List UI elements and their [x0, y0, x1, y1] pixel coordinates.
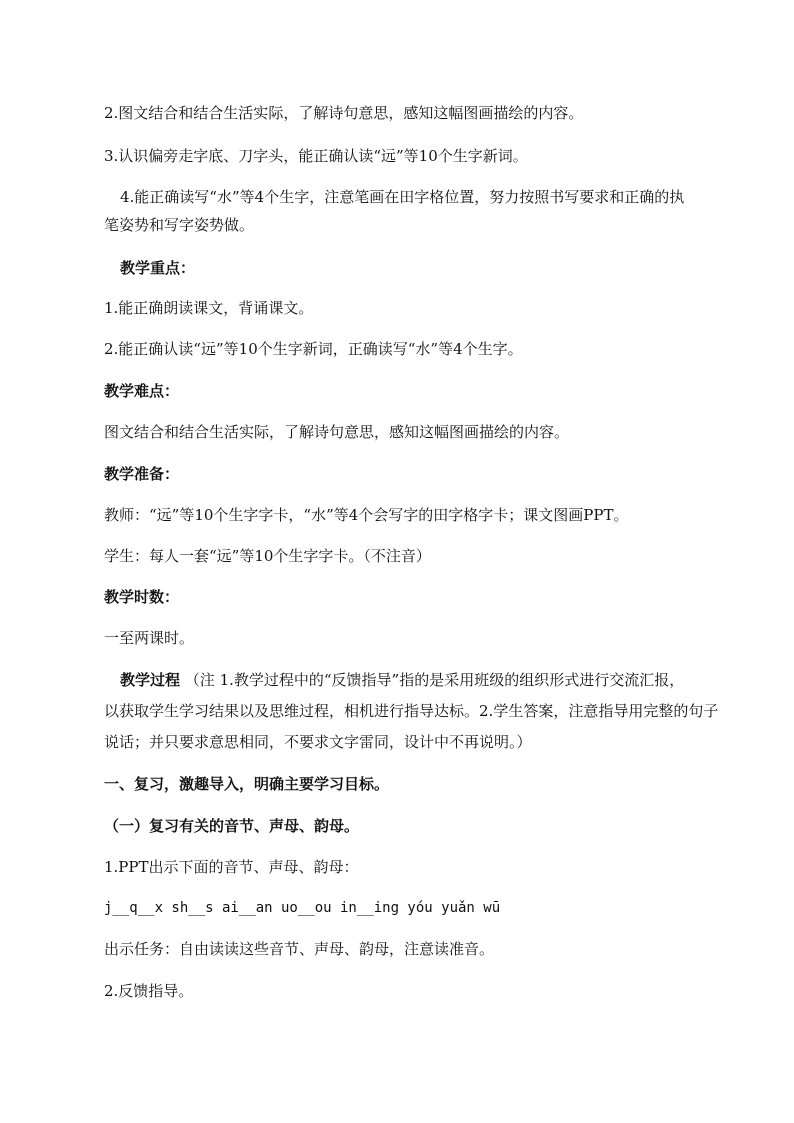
process-note-line3: 说话；并只要求意思相同，不要求文字雷同，设计中不再说明。）	[104, 733, 532, 751]
hours-heading: 教学时数：	[104, 588, 180, 606]
preparation-teacher: 教师：“远”等10个生字字卡，“水”等4个会写字的田字格字卡；课文图画PPT。	[104, 506, 629, 524]
key-point-2: 2.能正确认读“远”等10个生字新词，正确读写“水”等4个生字。	[104, 340, 523, 358]
process-note-line2: 以获取学生学习结果以及思维过程，相机进行指导达标。2.学生答案，注意指导用完整的句子	[104, 702, 719, 720]
process-heading: 教学过程	[120, 671, 181, 689]
section1-heading: 一、复习，激趣导入，明确主要学习目标。	[104, 775, 390, 793]
objective-2: 2.图文结合和结合生活实际，了解诗句意思，感知这幅图画描绘的内容。	[104, 104, 584, 122]
section1-task: 出示任务：自由读读这些音节、声母、韵母，注意读准音。	[104, 940, 495, 958]
preparation-student: 学生：每人一套“远”等10个生字字卡。（不注音）	[104, 547, 431, 565]
preparation-heading: 教学准备：	[104, 465, 180, 483]
objective-4-line2: 笔姿势和写字姿势做。	[104, 216, 255, 234]
section1-step2: 2.反馈指导。	[104, 982, 194, 1000]
section1-step1: 1.PPT出示下面的音节、声母、韵母：	[104, 858, 359, 876]
hours-text: 一至两课时。	[104, 629, 195, 647]
difficulties-heading: 教学难点：	[104, 382, 180, 400]
key-point-1: 1.能正确朗读课文，背诵课文。	[104, 299, 314, 317]
objective-4-line1: 4.能正确读写“水”等4个生字，注意笔画在田字格位置，努力按照书写要求和正确的执	[120, 188, 685, 206]
pinyin-line: j__q__x sh__s ai__an uo__ou in__ing yóu yuǎn wū	[104, 900, 501, 916]
difficulties-text: 图文结合和结合生活实际，了解诗句意思，感知这幅图画描绘的内容。	[104, 423, 570, 441]
process-line1	[120, 670, 740, 690]
objective-3: 3.认识偏旁走字底、刀字头，能正确认读“远”等10个生字新词。	[104, 147, 528, 165]
process-note-line1: （注 1.教学过程中的“反馈指导”指的是采用班级的组织形式进行交流汇报，	[184, 671, 685, 689]
key-points-heading: 教学重点：	[120, 259, 196, 277]
section1-sub1: （一）复习有关的音节、声母、韵母。	[104, 817, 360, 835]
